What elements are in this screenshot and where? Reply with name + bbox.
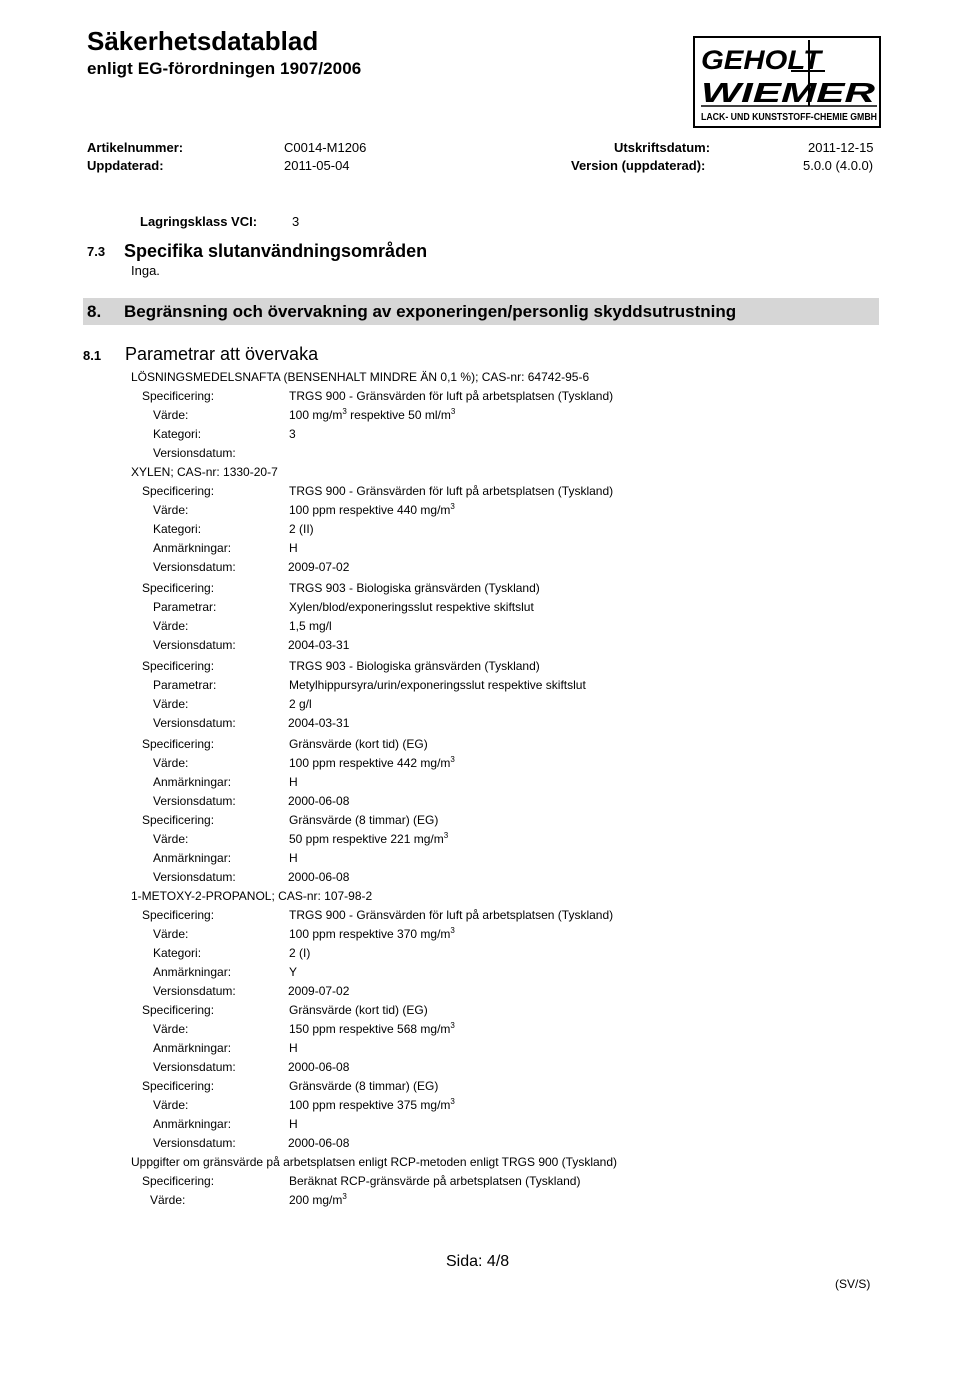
version-date-value: 2004-03-31 — [288, 716, 350, 730]
document-title: Säkerhetsdatablad — [87, 26, 319, 56]
value-label: Värde: — [153, 697, 189, 711]
version-date-value: 2000-06-08 — [288, 1060, 350, 1074]
version-date-label: Versionsdatum: — [153, 1136, 236, 1150]
spec-label: Specificering: — [142, 813, 215, 827]
value-label: Värde: — [150, 1193, 186, 1207]
category-value: 2 (II) — [289, 522, 314, 536]
company-logo — [693, 36, 881, 128]
remarks-value: H — [289, 1117, 298, 1131]
spec-label: Specificering: — [142, 1003, 215, 1017]
limit-value: 100 $mg/m^3$ respektive 50 $ml/m^3$ — [289, 407, 456, 422]
version-date-value: 2009-07-02 — [288, 560, 350, 574]
category-label: Kategori: — [153, 427, 202, 441]
version-date-label: Versionsdatum: — [153, 984, 236, 998]
spec-value: Gränsvärde (kort tid) (EG) — [289, 737, 428, 751]
version-date-value: 2000-06-08 — [288, 794, 350, 808]
limit-value: 100 ppm respektive 375 $mg/m^3$ — [289, 1097, 455, 1112]
spec-value: Beräknat RCP-gränsvärde på arbetsplatsen (Tyskland) — [289, 1174, 581, 1188]
params-value: Metylhippursyra/urin/exponeringsslut respektive skiftslut — [289, 678, 586, 692]
limit-value: 2 g/l — [289, 697, 312, 711]
print-date-label: Utskriftsdatum: — [614, 140, 711, 155]
spec-value: TRGS 900 - Gränsvärden för luft på arbetsplatsen (Tyskland) — [289, 908, 614, 922]
exposure-parameters — [131, 368, 891, 1210]
category-label: Kategori: — [153, 946, 202, 960]
spec-value: Gränsvärde (kort tid) (EG) — [289, 1003, 428, 1017]
params-value: Xylen/blod/exponeringsslut respektive skiftslut — [289, 600, 534, 614]
params-label: Parametrar: — [153, 600, 217, 614]
page-number: Sida: 4/8 — [446, 1253, 510, 1270]
value-label: Värde: — [153, 756, 189, 770]
section-8-1-title: Parametrar att övervaka — [125, 344, 319, 364]
remarks-label: Anmärkningar: — [153, 1117, 232, 1131]
category-value: 2 (I) — [289, 946, 311, 960]
spec-label: Specificering: — [142, 484, 215, 498]
storage-class-value: 3 — [292, 214, 300, 229]
spec-label: Specificering: — [142, 1174, 215, 1188]
print-date-value: 2011-12-15 — [808, 140, 874, 155]
spec-label: Specificering: — [142, 581, 215, 595]
storage-class-label: Lagringsklass VCI: — [140, 214, 258, 229]
version-label: Version (uppdaterad): — [571, 158, 706, 173]
version-date-value: 2000-06-08 — [288, 870, 350, 884]
version-date-label: Versionsdatum: — [153, 446, 236, 460]
language-code: (SV/S) — [835, 1277, 871, 1291]
logo-caption: LACK- UND KUNSTSTOFF-CHEMIE GMBH — [701, 112, 877, 123]
remarks-label: Anmärkningar: — [153, 1041, 232, 1055]
section-8-number: 8. — [87, 302, 102, 321]
params-label: Parametrar: — [153, 678, 217, 692]
value-label: Värde: — [153, 619, 189, 633]
value-label: Värde: — [153, 927, 189, 941]
version-date-value: 2004-03-31 — [288, 638, 350, 652]
version-date-value: 2009-07-02 — [288, 984, 350, 998]
logo-text-2: WIEMER — [701, 77, 877, 108]
spec-value: TRGS 903 - Biologiska gränsvärden (Tyskland) — [289, 581, 540, 595]
remarks-value: H — [289, 541, 298, 555]
spec-label: Specificering: — [142, 1079, 215, 1093]
limit-value: 50 ppm respektive 221 $mg/m^3$ — [289, 831, 449, 846]
logo-text-1: GEHOLT — [701, 45, 824, 75]
value-label: Värde: — [153, 408, 189, 422]
section-7-3-title: Specifika slutanvändningsområden — [124, 241, 428, 261]
updated-label: Uppdaterad: — [87, 158, 164, 173]
limit-value: 100 ppm respektive 440 $mg/m^3$ — [289, 502, 455, 517]
remarks-label: Anmärkningar: — [153, 541, 232, 555]
remarks-value: Y — [289, 965, 298, 979]
section-7-3-number: 7.3 — [87, 244, 106, 259]
spec-value: Gränsvärde (8 timmar) (EG) — [289, 813, 439, 827]
spec-label: Specificering: — [142, 389, 215, 403]
remarks-label: Anmärkningar: — [153, 775, 232, 789]
limit-value: 200 $mg/m^3$ — [289, 1192, 347, 1207]
spec-label: Specificering: — [142, 737, 215, 751]
limit-value: 1,5 mg/l — [289, 619, 332, 633]
value-label: Värde: — [153, 1022, 189, 1036]
limit-value: 100 ppm respektive 370 $mg/m^3$ — [289, 926, 455, 941]
section-7-3-body: Inga. — [131, 263, 160, 278]
spec-value: TRGS 903 - Biologiska gränsvärden (Tyskland) — [289, 659, 540, 673]
value-label: Värde: — [153, 832, 189, 846]
version-date-label: Versionsdatum: — [153, 1060, 236, 1074]
remarks-label: Anmärkningar: — [153, 965, 232, 979]
substance-name: 1-METOXY-2-PROPANOL; CAS-nr: 107-98-2 — [131, 889, 373, 903]
category-value: 3 — [289, 427, 296, 441]
version-date-label: Versionsdatum: — [153, 794, 236, 808]
version-date-label: Versionsdatum: — [153, 870, 236, 884]
remarks-label: Anmärkningar: — [153, 851, 232, 865]
document-subtitle: enligt EG-förordningen 1907/2006 — [87, 59, 362, 78]
spec-value: TRGS 900 - Gränsvärden för luft på arbetsplatsen (Tyskland) — [289, 389, 614, 403]
spec-label: Specificering: — [142, 659, 215, 673]
section-8-1-number: 8.1 — [83, 348, 102, 363]
updated-value: 2011-05-04 — [284, 158, 350, 173]
article-number-value: C0014-M1206 — [284, 140, 367, 155]
substance-name: XYLEN; CAS-nr: 1330-20-7 — [131, 465, 278, 479]
spec-label: Specificering: — [142, 908, 215, 922]
section-8-title: Begränsning och övervakning av exponeringen/personlig skyddsutrustning — [124, 302, 737, 321]
category-label: Kategori: — [153, 522, 202, 536]
substance-name: LÖSNINGSMEDELSNAFTA (BENSENHALT MINDRE ÄN 0,1 %); CAS-nr: 64742-95-6 — [131, 370, 590, 384]
limit-value: 150 ppm respektive 568 $mg/m^3$ — [289, 1021, 455, 1036]
version-date-label: Versionsdatum: — [153, 638, 236, 652]
spec-value: Gränsvärde (8 timmar) (EG) — [289, 1079, 439, 1093]
version-date-label: Versionsdatum: — [153, 560, 236, 574]
remarks-value: H — [289, 851, 298, 865]
remarks-value: H — [289, 775, 298, 789]
limit-value: 100 ppm respektive 442 $mg/m^3$ — [289, 755, 455, 770]
version-value: 5.0.0 (4.0.0) — [803, 158, 874, 173]
article-number-label: Artikelnummer: — [87, 140, 184, 155]
value-label: Värde: — [153, 1098, 189, 1112]
version-date-value: 2000-06-08 — [288, 1136, 350, 1150]
value-label: Värde: — [153, 503, 189, 517]
remarks-value: H — [289, 1041, 298, 1055]
rcp-heading: Uppgifter om gränsvärde på arbetsplatsen enligt RCP-metoden enligt TRGS 900 (Tyskland) — [131, 1155, 618, 1169]
logo-graphic — [693, 36, 881, 128]
version-date-label: Versionsdatum: — [153, 716, 236, 730]
spec-value: TRGS 900 - Gränsvärden för luft på arbetsplatsen (Tyskland) — [289, 484, 614, 498]
